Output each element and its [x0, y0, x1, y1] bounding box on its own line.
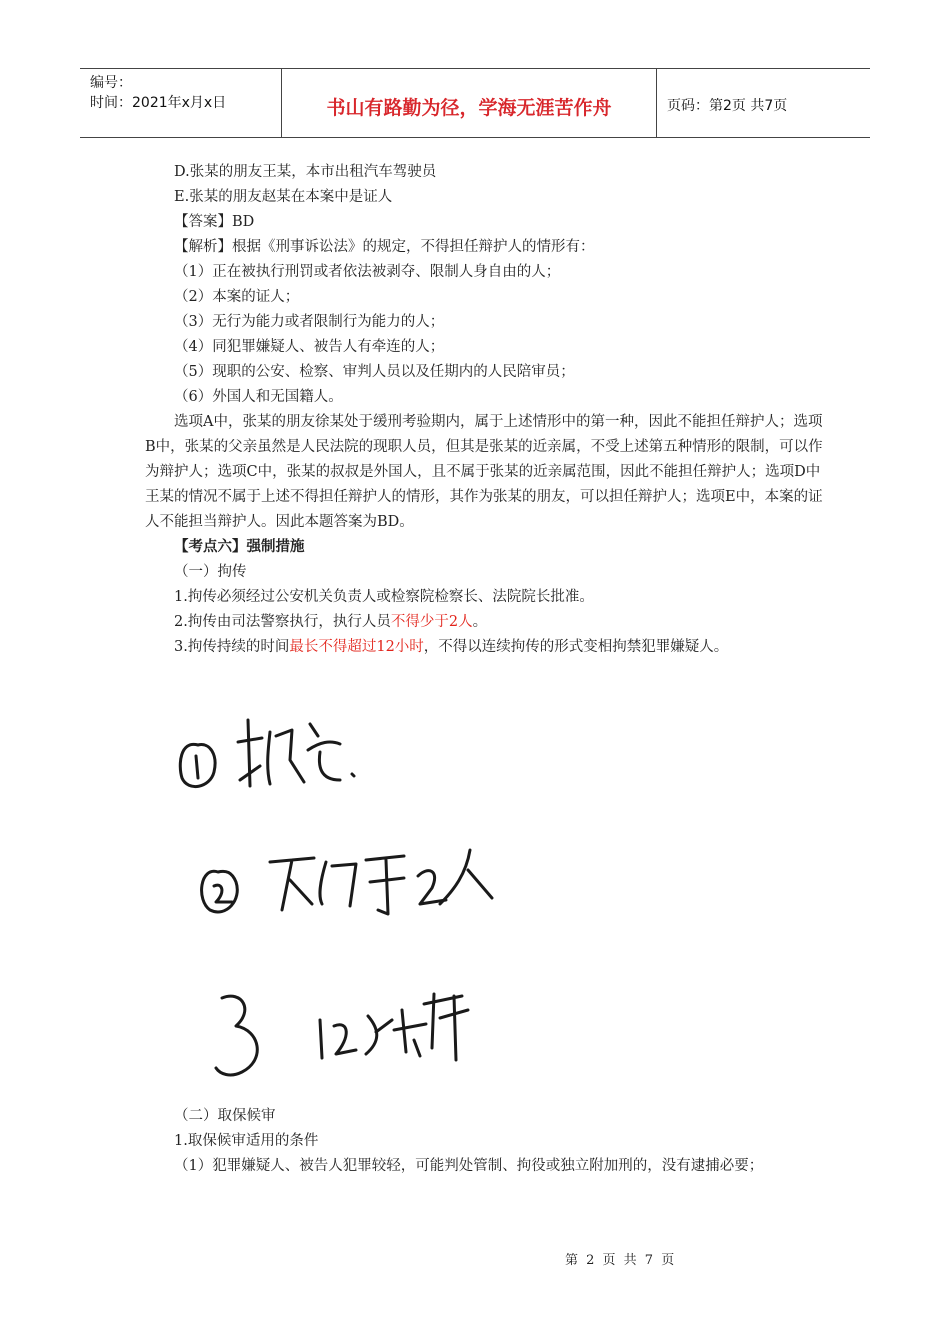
page-footer: 第 2 页 共 7 页	[565, 1253, 675, 1268]
option-e: E.张某的朋友赵某在本案中是证人	[174, 189, 393, 205]
handwritten-notes	[170, 690, 510, 1110]
list-item: （4）同犯罪嫌疑人、被告人有牵连的人；	[174, 339, 445, 355]
rule-text: ，不得以连续拘传的形式变相拘禁犯罪嫌疑人。	[423, 639, 729, 655]
list-item: （2）本案的证人；	[174, 289, 300, 305]
handwritten-note-1	[180, 720, 354, 787]
document-body-continued	[145, 1104, 825, 1179]
option-d: D.张某的朋友王某，本市出租汽车驾驶员	[174, 164, 437, 180]
rule-line: 1.拘传必须经过公安机关负责人或检察院检察长、法院院长批准。	[174, 589, 594, 605]
handwritten-note-2	[202, 850, 492, 914]
handwritten-note-3	[216, 994, 468, 1075]
list-item: （1）正在被执行刑罚或者依法被剥夺、限制人身自由的人；	[174, 264, 561, 280]
header-page-number: 页码：第2页 共7页	[667, 98, 788, 114]
rule-text: 。	[472, 614, 488, 630]
highlight-text: 最长不得超过12小时	[289, 639, 424, 655]
explanation-paragraph: 选项A中，张某的朋友徐某处于缓刑考验期内，属于上述情形中的第一种，因此不能担任辩护人；选项B中，张某的父亲虽然是人民法院的现职人员，但其是张某的近亲属，不受上述第五种情形的限制，可以作为辩护人；选项C中，张某的叔叔是外国人，且不属于张某的近亲属范围，因此不能担任辩护人；选项D中王某的情况不属于上述不得担任辩护人的情形，其作为张某的朋友，可以担任辩护人；选项E中，本案的证人不能担当辩护人。因此本题答案为BD。	[145, 414, 823, 530]
list-item: （5）现职的公安、检察、审判人员以及任期内的人民陪审员；	[174, 364, 575, 380]
list-item: （6）外国人和无国籍人。	[174, 389, 343, 405]
section-title: 【考点六】强制措施	[174, 539, 305, 555]
page-header	[80, 68, 870, 138]
rule-text: 2.拘传由司法警察执行，执行人员	[174, 614, 391, 630]
analysis-intro: 【解析】根据《刑事诉讼法》的规定，不得担任辩护人的情形有：	[174, 239, 595, 255]
subsection-title: （二）取保候审	[174, 1108, 276, 1124]
header-meta	[80, 69, 282, 137]
answer-line: 【答案】BD	[174, 214, 255, 230]
subsection-title: （一）拘传	[174, 564, 247, 580]
document-body	[145, 160, 825, 660]
list-item: （3）无行为能力或者限制行为能力的人；	[174, 314, 445, 330]
rule-text: 3.拘传持续的时间	[174, 639, 290, 655]
condition-title: 1.取保候审适用的条件	[174, 1133, 319, 1149]
rule-line	[145, 610, 825, 635]
highlight-text: 不得少于2人	[390, 614, 473, 630]
header-motto: 书山有路勤为径，学海无涯苦作舟	[282, 69, 657, 137]
rule-line	[145, 635, 825, 660]
document-date: 时间：2021年x月x日	[90, 95, 227, 111]
condition-line: （1）犯罪嫌疑人、被告人犯罪较轻，可能判处管制、拘役或独立附加刑的，没有逮捕必要；	[174, 1158, 764, 1174]
document-number-label: 编号：	[90, 75, 132, 91]
